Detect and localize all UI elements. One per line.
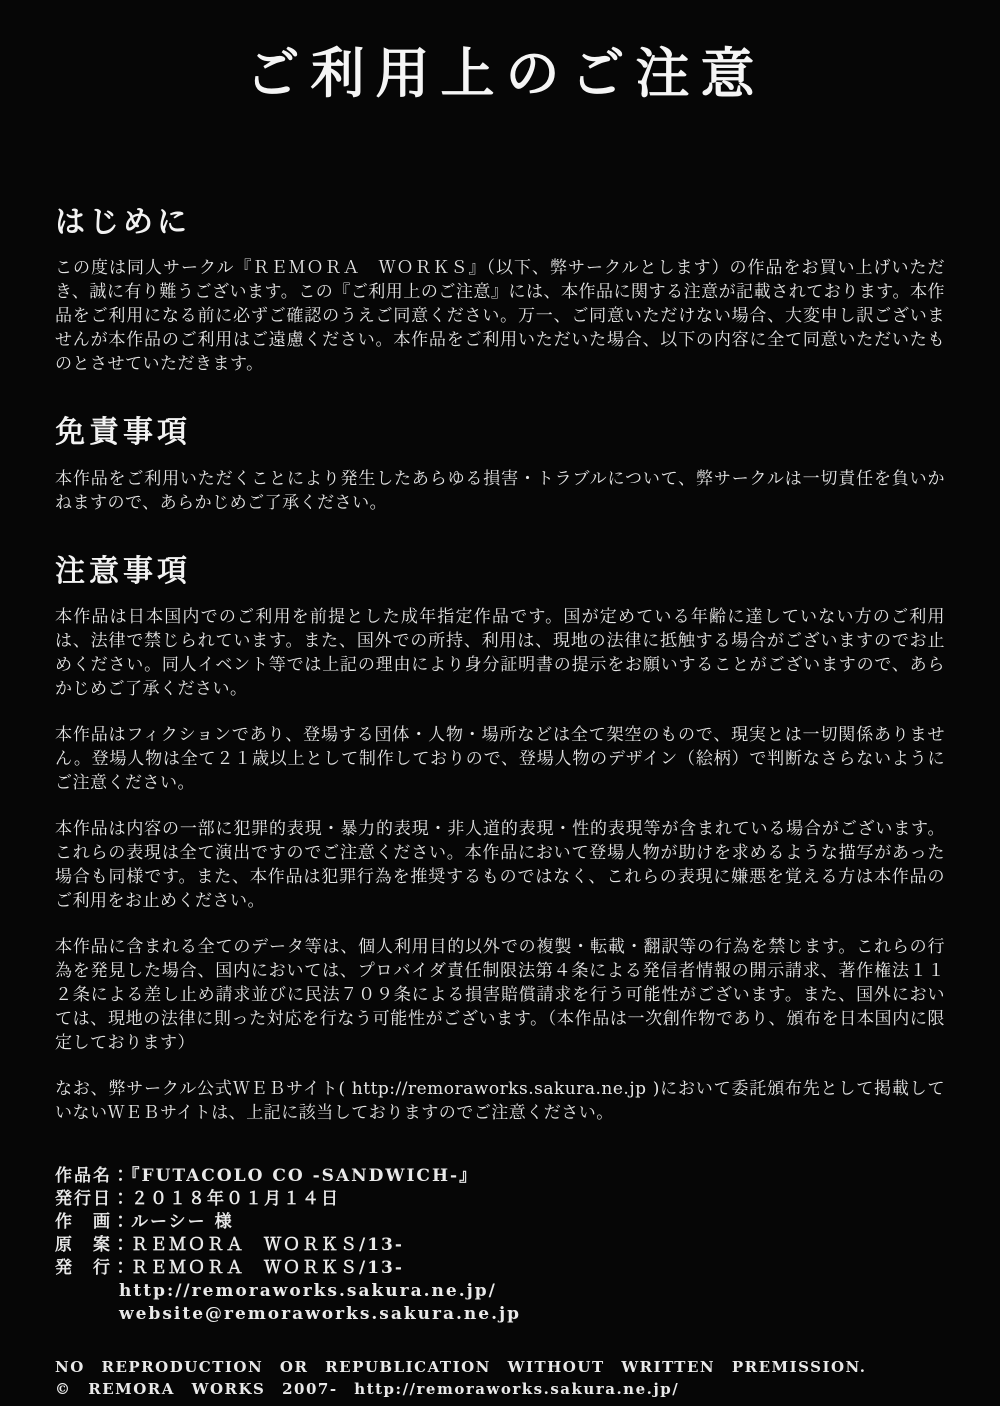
- section-cautions-heading: 注意事項: [55, 553, 191, 589]
- colophon: [55, 1165, 945, 1326]
- section-intro: [55, 204, 945, 377]
- colophon-publisher-row: 発 行：ＲＥＭＯＲＡ ＷＯＲＫＳ/13-: [55, 1258, 404, 1278]
- colophon-original-plan-row: 原 案：ＲＥＭＯＲＡ ＷＯＲＫＳ/13-: [55, 1235, 404, 1255]
- disclaimer-paragraph: 本作品をご利用いただくことにより発生したあらゆる損害・トラブルについて、弊サークルは一切責任を負いかねますので、あらかじめご了承ください。: [55, 468, 945, 513]
- section-disclaimer-heading: 免責事項: [55, 415, 191, 450]
- footer-no-reproduction-line: NO REPRODUCTION OR REPUBLICATION WITHOUT WRITTEN PREMISSION.: [55, 1358, 867, 1376]
- section-disclaimer: [55, 414, 945, 515]
- section-intro-heading: はじめに: [55, 204, 191, 240]
- intro-paragraph: この度は同人サークル『ＲＥＭＯＲＡ ＷＯＲＫＳ』（以下、弊サークルとします）の作品をお買い上げいただき、誠に有り難うございます。この『ご利用上のご注意』には、本作品に関する注意が記載されております。本作品をご利用になる前に必ずご確認のうえご同意ください。万一、ご同意いただけない場合、大変申し訳ございませんが本作品のご利用はご遠慮ください。本作品をご利用いただいた場合、以下の内容に全て同意いただいたものとさせていただきます。: [55, 258, 945, 374]
- colophon-website-url: http://remoraworks.sakura.ne.jp/: [119, 1281, 497, 1301]
- footer: [55, 1356, 945, 1400]
- section-cautions: [55, 553, 945, 1126]
- footer-copyright-line: © REMORA WORKS 2007- http://remoraworks.sakura.ne.jp/: [55, 1380, 680, 1398]
- page-title: ご利用上のご注意: [245, 41, 766, 105]
- colophon-email-address: website@remoraworks.sakura.ne.jp: [119, 1304, 522, 1324]
- colophon-work-title-row: 作品名：『FUTACOLO CO -SANDWICH-』: [55, 1166, 479, 1186]
- colophon-artist-row: 作 画：ルーシー 様: [55, 1212, 234, 1232]
- colophon-publish-date-row: 発行日：２０１８年０１月１４日: [55, 1189, 340, 1209]
- cautions-paragraph-expressions: 本作品は内容の一部に犯罪的表現・暴力的表現・非人道的表現・性的表現等が含まれている場合がございます。これらの表現は全て演出ですのでご注意ください。本作品において登場人物が助けを求めるような描写があった場合も同様です。また、本作品は犯罪行為を推奨するものではなく、これらの表現に嫌悪を覚える方は本作品のご利用をお止めください。: [55, 819, 945, 911]
- cautions-paragraph-website: なお、弊サークル公式ＷＥＢサイト( http://remoraworks.sakura.ne.jp )において委託頒布先として掲載していないＷＥＢサイトは、上記に該当しておりますのでご注意ください。: [55, 1079, 945, 1123]
- cautions-paragraph-copyright: 本作品に含まれる全てのデータ等は、個人利用目的以外での複製・転載・翻訳等の行為を禁じます。これらの行為を発見した場合、国内においては、プロバイダ責任制限法第４条による発信者情報の開示請求、著作権法１１２条による差し止め請求並びに民法７０９条による損害賠償請求を行う可能性がございます。また、国外においては、現地の法律に則った対応を行なう可能性がございます。（本作品は一次創作物であり、頒布を日本国内に限定しております）: [55, 937, 945, 1053]
- cautions-paragraph-fiction: 本作品はフィクションであり、登場する団体・人物・場所などは全て架空のもので、現実とは一切関係ありません。登場人物は全て２１歳以上として制作しておりので、登場人物のデザイン（絵柄）で判断なさらないようにご注意ください。: [55, 725, 945, 793]
- cautions-paragraph-age-restriction: 本作品は日本国内でのご利用を前提とした成年指定作品です。国が定めている年齢に達していない方のご利用は、法律で禁じられています。また、国外での所持、利用は、現地の法律に抵触する場合がございますのでお止めください。同人イベント等では上記の理由により身分証明書の提示をお願いすることがございますので、あらかじめご了承ください。: [55, 607, 945, 699]
